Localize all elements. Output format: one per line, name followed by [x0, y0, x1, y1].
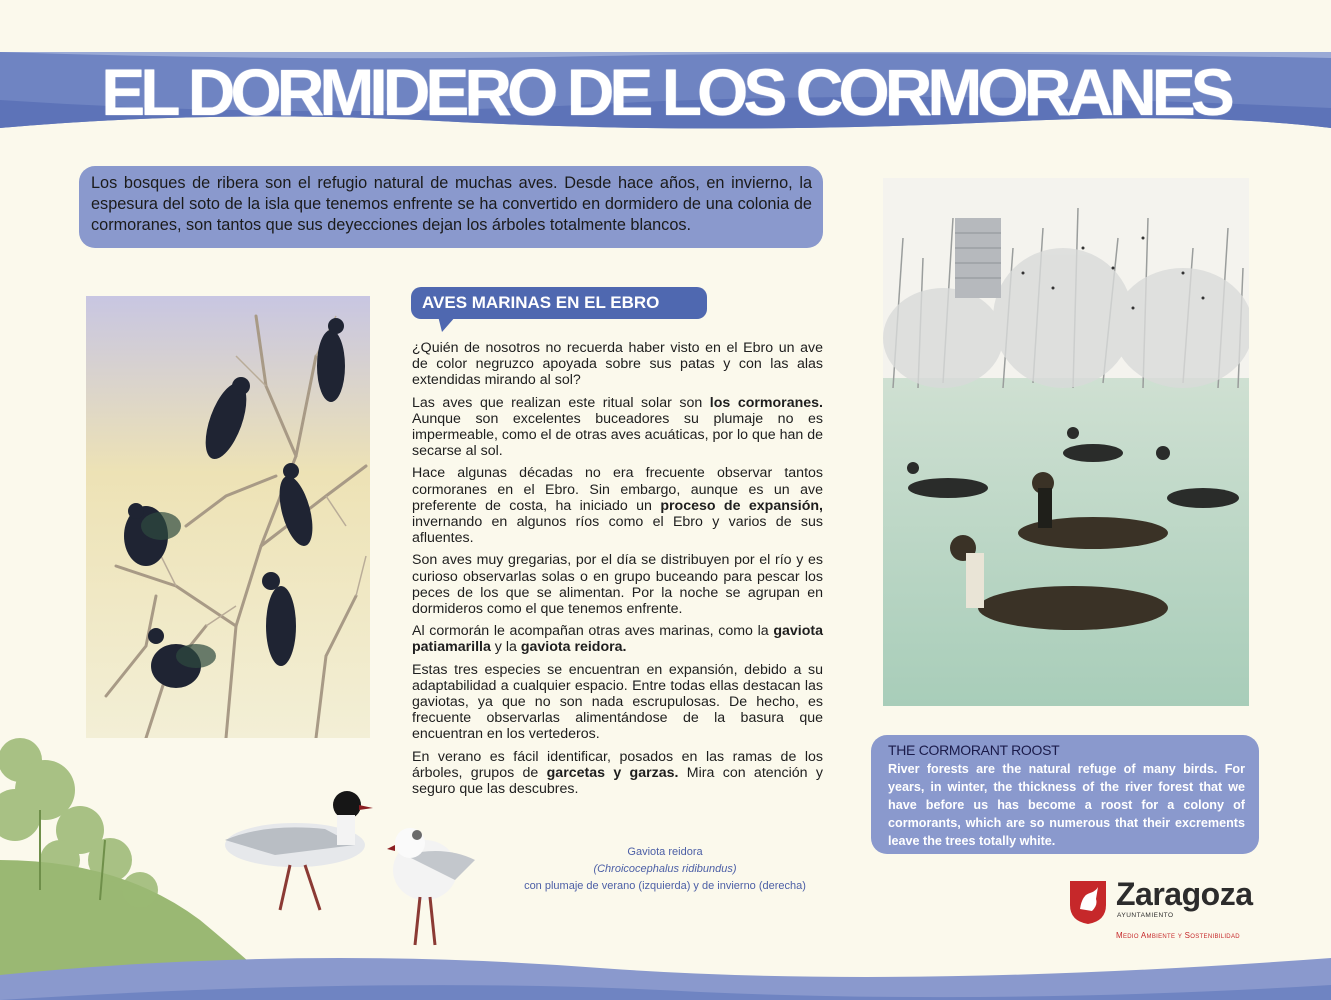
logo-subtitle: AYUNTAMIENTO [1117, 912, 1174, 919]
caption-description: con plumaje de verano (izquierda) y de invierno (derecha) [524, 880, 806, 892]
logo-department: Medio Ambiente y Sostenibilidad [1116, 931, 1240, 940]
article-paragraph-2: Las aves que realizan este ritual solar son los cormoranes. Aunque son excelentes buceadores su plumaje no es impermeable, como el de otras aves acuáticas, por lo que han de secarse al sol. [412, 394, 823, 460]
article-paragraph-5: Al cormorán le acompañan otras aves marinas, como la gaviota patiamarilla y la gaviota reidora. [412, 623, 823, 656]
article-paragraph-1: ¿Quién de nosotros no recuerda haber visto en el Ebro un ave de color negruzco apoyada sobre sus patas y con las alas extendidas mirando al sol? [412, 340, 823, 389]
intro-text: Los bosques de ribera son el refugio natural de muchas aves. Desde hace años, en invierno, la espesura del soto de la isla que tenemos enfrente se ha convertido en dormidero de una colonia de cormoranes, son tantos que sus deyecciones dejan los árboles totalmente blancos. [79, 166, 823, 248]
article-paragraph-4: Son aves muy gregarias, por el día se distribuyen por el río y es curioso observarlas solas o en grupo buceando para pescar los peces de los que se alimentan. Por la noche se agrupan en dormideros como el que tenemos enfrente. [412, 552, 823, 618]
bubble-tail [438, 316, 458, 334]
caption-scientific-name: (Chroicocephalus ridibundus) [593, 863, 737, 875]
zaragoza-crest-icon [1068, 879, 1108, 925]
logo-name: Zaragoza [1116, 876, 1253, 912]
roost-illustration [883, 178, 1249, 706]
article-paragraph-6: Estas tres especies se encuentran en expansión, debido a su adaptabilidad a cualquier espacio. Entre todas ellas destacan las gaviotas, ya que no son nada escrupulosas. De hecho, es frecuente observarlas alimentándose de la basura que encuentran en los vertederos. [412, 661, 823, 743]
article-paragraph-7: En verano es fácil identificar, posados en las ramas de los árboles, grupos de garcetas y garzas. Mira con atención y seguro que las descubres. [412, 748, 823, 798]
english-title: THE CORMORANT ROOST [888, 742, 1060, 758]
cormorants-illustration [86, 296, 370, 738]
page-title: EL DORMIDERO DE LOS CORMORANES [101, 55, 1230, 129]
section-heading: AVES MARINAS EN EL EBRO [411, 287, 707, 319]
english-text: River forests are the natural refuge of many birds. For years, in winter, the thickness of the river forest that we have before us has become a roost for a colony of cormorants, which are so numerous that their excrements leave the trees totally white. [888, 762, 1245, 848]
article-paragraph-3: Hace algunas décadas no era frecuente observar tantos cormoranes en el Ebro. Sin embargo, aunque es un ave preferente de costa, ha iniciado un proceso de expansión, invernando en algunos ríos como el Ebro y varios de sus afluentes. [412, 465, 823, 547]
caption-common-name: Gaviota reidora [627, 846, 703, 858]
bottom-landscape [0, 730, 1331, 1000]
